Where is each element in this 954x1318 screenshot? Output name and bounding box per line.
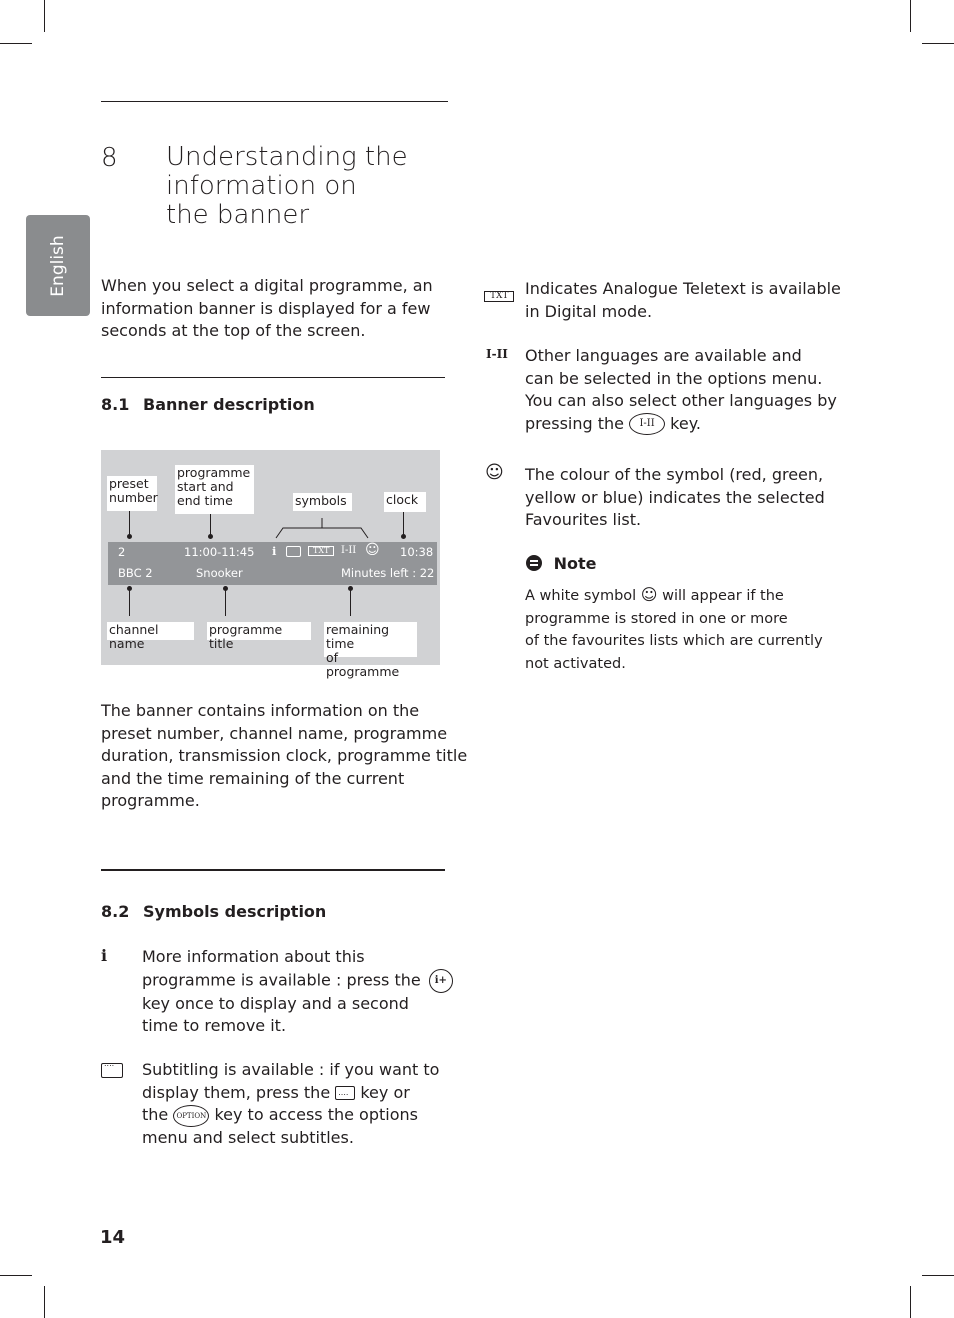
label-line: remaining time: [326, 622, 390, 651]
chapter-title-line: Understanding the: [166, 142, 408, 172]
connector-dot: [208, 534, 213, 539]
language-tab: [26, 215, 90, 316]
connector: [210, 514, 211, 536]
text-line: You can also select other languages by: [525, 391, 837, 410]
label-line: start and: [177, 479, 234, 494]
intro-line: When you select a digital programme, an: [101, 276, 433, 295]
connector: [129, 589, 130, 616]
info-symbol-icon: i: [101, 946, 108, 965]
text-line: in Digital mode.: [525, 301, 653, 321]
label-line: number: [109, 490, 158, 505]
text-fragment: programme is available : press the: [142, 970, 421, 989]
txt-symbol-text: [525, 278, 841, 323]
dual-language-key-icon: I-II: [629, 413, 665, 435]
dual-language-symbol-icon: I-II: [486, 347, 508, 361]
label-line: programme: [177, 465, 251, 480]
chapter-title-line: information on: [166, 171, 357, 201]
favourite-symbol-text: [525, 464, 825, 532]
label-line: preset: [109, 476, 149, 491]
paragraph-line: and the time remaining of the current: [101, 768, 405, 788]
symbols-bracket: [273, 516, 373, 540]
text-fragment: A white symbol: [525, 588, 637, 604]
text-line: [142, 969, 453, 993]
text-line: [525, 413, 837, 436]
text-line: More information about this: [142, 947, 365, 966]
page-number: 14: [100, 1227, 126, 1248]
dual-language-text: [525, 345, 837, 435]
connector: [350, 589, 351, 616]
crop-mark: [922, 43, 954, 44]
text-fragment: pressing the: [525, 413, 624, 433]
label-remaining-time: [324, 622, 417, 679]
label-programme-time: [175, 465, 254, 514]
banner-diagram: [101, 450, 440, 679]
section-rule: [101, 377, 445, 378]
intro-line: information banner is displayed for a few: [101, 298, 431, 318]
chapter-number: 8: [101, 143, 118, 173]
paragraph-line: preset number, channel name, programme: [101, 723, 448, 743]
text-line: Favourites list.: [525, 510, 642, 529]
text-line: Subtitling is available : if you want to: [142, 1060, 440, 1079]
info-symbol-text: [142, 946, 453, 1038]
section-title: Banner description: [143, 395, 315, 414]
subtitle-icon: [286, 546, 301, 557]
label-clock: clock: [384, 492, 426, 512]
text-fragment: display them, press the: [142, 1082, 331, 1102]
banner-time: 11:00-11:45: [184, 545, 255, 559]
note-title: Note: [553, 554, 597, 573]
connector-dot: [127, 534, 132, 539]
info-icon: i: [272, 544, 277, 558]
smiley-icon: ☺: [640, 585, 658, 604]
crop-mark: [922, 1275, 954, 1276]
note-icon: [526, 555, 542, 571]
option-key-icon: OPTION: [173, 1105, 209, 1127]
section-number: 8.1: [101, 395, 130, 414]
text-line: menu and select subtitles.: [142, 1127, 354, 1147]
text-line: Indicates Analogue Teletext is available: [525, 279, 841, 298]
banner-remaining: Minutes left : 22: [341, 566, 435, 580]
text-line: programme is stored in one or more: [525, 610, 788, 627]
subtitle-icon: [101, 1063, 123, 1078]
paragraph-line: The banner contains information on the: [101, 701, 420, 720]
intro-line: seconds at the top of the screen.: [101, 321, 366, 340]
subtitle-symbol-text: [142, 1059, 439, 1149]
text-fragment: the: [142, 1105, 169, 1124]
section-rule: [101, 869, 445, 871]
text-line: time to remove it.: [142, 1016, 287, 1035]
crop-mark: [910, 0, 911, 32]
label-programme-title: programme title: [207, 622, 311, 640]
crop-mark: [44, 1286, 45, 1318]
intro-paragraph: [101, 275, 433, 343]
crop-mark: [0, 1275, 32, 1276]
paragraph-line: programme.: [101, 791, 200, 810]
info-key-icon: i+: [429, 969, 453, 993]
label-symbols: symbols: [293, 493, 352, 511]
text-line: [525, 584, 823, 608]
info-banner: [108, 542, 437, 585]
label-channel-name: channel name: [107, 622, 194, 640]
crop-mark: [0, 43, 32, 44]
chapter-title: [166, 143, 408, 230]
favourite-symbol-icon: ☺: [485, 462, 504, 483]
connector: [129, 511, 130, 536]
language-tab-label: English: [48, 234, 68, 297]
subtitle-symbol-icon: [101, 1060, 123, 1079]
text-fragment: key or: [360, 1082, 410, 1102]
connector: [403, 512, 404, 536]
note-heading: [526, 554, 596, 573]
subtitle-key-icon: [335, 1086, 355, 1100]
crop-mark: [910, 1286, 911, 1318]
section-number: 8.2: [101, 902, 130, 921]
txt-symbol-icon: [484, 283, 514, 302]
paragraph-line: duration, transmission clock, programme title: [101, 746, 468, 765]
label-line: end time: [177, 493, 233, 508]
label-line: of programme: [326, 650, 400, 679]
label-preset-number: [107, 476, 157, 511]
section-heading-symbols: [101, 902, 326, 921]
text-line: key once to display and a second: [142, 993, 409, 1013]
text-fragment: key.: [670, 413, 701, 433]
banner-channel: BBC 2: [118, 566, 153, 580]
section-title: Symbols description: [143, 902, 327, 921]
text-fragment: will appear if the: [662, 588, 784, 604]
banner-preset: 2: [118, 545, 126, 559]
banner-paragraph: [101, 700, 467, 813]
txt-icon: TXT: [484, 291, 514, 302]
txt-icon: TXT: [308, 546, 334, 556]
favourite-icon: ☺: [365, 542, 380, 558]
text-line: yellow or blue) indicates the selected: [525, 487, 825, 507]
connector: [225, 589, 226, 616]
text-line: The colour of the symbol (red, green,: [525, 465, 824, 484]
banner-title: Snooker: [196, 566, 243, 580]
banner-clock: 10:38: [400, 545, 434, 559]
text-line: [142, 1104, 439, 1127]
text-line: [142, 1082, 439, 1105]
top-rule: [101, 101, 448, 102]
note-text: [525, 584, 823, 675]
text-line: not activated.: [525, 655, 626, 672]
text-line: can be selected in the options menu.: [525, 368, 823, 388]
crop-mark: [44, 0, 45, 32]
connector-dot: [401, 534, 406, 539]
chapter-title-line: the banner: [166, 200, 310, 230]
text-line: of the favourites lists which are currently: [525, 633, 823, 649]
text-fragment: key to access the options: [214, 1105, 418, 1124]
section-heading-banner: [101, 395, 315, 414]
dual-language-icon: I-II: [341, 545, 357, 556]
text-line: Other languages are available and: [525, 346, 802, 365]
